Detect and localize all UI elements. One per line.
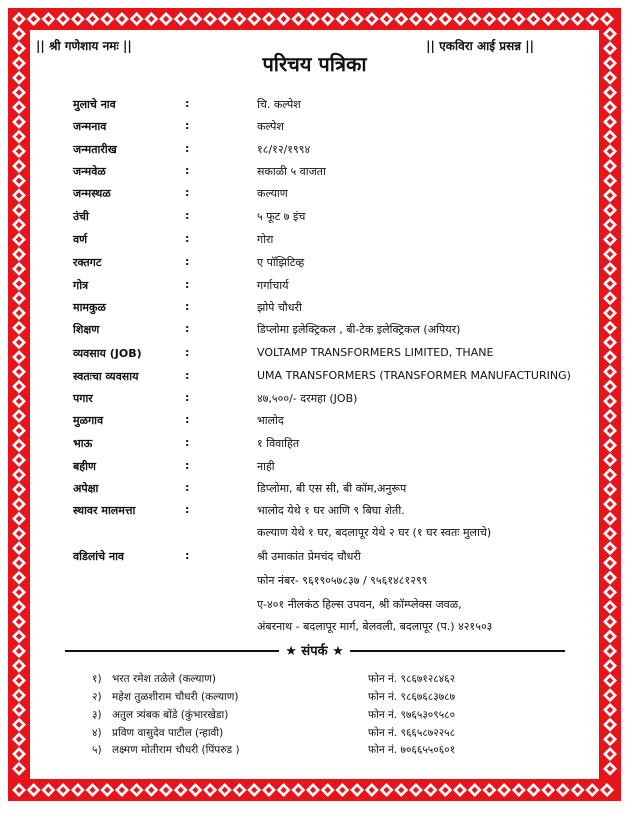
detail-colon: : [185,391,190,404]
border-diamond [603,424,617,438]
border-diamond [603,409,617,423]
border-diamond [603,203,617,217]
border-diamond [380,783,394,797]
border-diamond [56,12,70,26]
border-diamond [497,12,511,26]
border-diamond [603,115,617,129]
border-diamond [556,783,570,797]
contact-number: ३) [92,709,102,721]
border-diamond [603,247,617,261]
border-diamond [556,12,570,26]
border-diamond [12,424,26,438]
border-diamond [497,783,511,797]
border-diamond [12,130,26,144]
border-diamond [174,783,188,797]
border-diamond [27,783,41,797]
border-diamond [12,527,26,541]
border-diamond [291,783,305,797]
detail-value: डिप्लोमा, बी एस सी, बी कॉम,अनुरूप [257,482,407,495]
border-diamond [12,783,26,797]
border-diamond [12,321,26,335]
detail-value: १८/१२/१९९४ [257,143,311,156]
detail-value: गर्गाचार्य [257,279,289,292]
border-diamond [394,783,408,797]
detail-label: मुलाचे नाव [73,98,116,111]
detail-label: गोत्र [73,279,89,292]
border-diamond [603,615,617,629]
detail-colon: : [185,278,190,291]
border-diamond [603,159,617,173]
border-diamond [541,12,555,26]
border-diamond [306,12,320,26]
contact-name: प्रविण वासुदेव पाटील (न्हावी) [112,727,224,739]
detail-colon: : [185,119,190,132]
border-diamond [12,674,26,688]
detail-label: बहीण [73,460,96,473]
detail-colon: : [185,186,190,199]
border-diamond [12,703,26,717]
border-diamond [365,783,379,797]
border-diamond [277,783,291,797]
border-diamond [603,527,617,541]
border-diamond [56,783,70,797]
detail-colon: : [185,209,190,222]
sampark-title-text: संपर्क [301,644,328,659]
detail-label: जन्मस्थळ [73,187,111,200]
border-diamond [12,615,26,629]
detail-label: वर्ण [73,233,88,246]
contact-phone: फोन नं. ९६६५८७२२५८ [368,727,456,739]
border-diamond [571,12,585,26]
border-diamond [603,365,617,379]
border-diamond [144,12,158,26]
border-diamond [12,585,26,599]
border-diamond [12,571,26,585]
border-diamond [12,27,26,41]
border-diamond [12,747,26,761]
border-diamond [603,86,617,100]
border-diamond [603,688,617,702]
father-phone: फोन नंबर- ९६१९०५७८३७ / ९५६१४८१२९९ [257,574,428,587]
father-name: श्री उमाकांत प्रेमचंद चौधरी [257,550,361,563]
border-diamond [603,482,617,496]
sampark-heading [0,641,629,659]
border-diamond [86,783,100,797]
border-diamond [12,688,26,702]
border-diamond [233,783,247,797]
border-diamond [41,783,55,797]
border-diamond [174,12,188,26]
border-diamond [12,174,26,188]
border-diamond [12,188,26,202]
border-diamond [291,12,305,26]
border-diamond [12,144,26,158]
detail-value: गोरा [257,233,274,246]
father-address-1: ए-४०१ नीलकंठ हिल्स उपवन, श्री कॉम्प्लेक्स जवळ, [257,598,462,611]
border-diamond [12,86,26,100]
border-diamond [603,600,617,614]
border-diamond [12,732,26,746]
detail-colon: : [185,142,190,155]
detail-label: जन्मनाव [73,120,107,133]
border-diamond [603,218,617,232]
detail-value: डिप्लोमा इलेक्ट्रिकल , बी-टेक इलेक्ट्रिकल (अपियर) [257,323,461,336]
border-diamond [603,541,617,555]
detail-value: भालोद [257,414,284,427]
detail-value: ४७,५००/- दरमहा (JOB) [257,392,358,405]
border-diamond [12,600,26,614]
contact-phone: फोन नं. ९७६५३०९५८० [368,709,456,721]
contact-number: १) [92,673,102,685]
border-diamond [603,659,617,673]
border-diamond [600,783,614,797]
border-diamond [86,12,100,26]
border-diamond [512,12,526,26]
border-diamond [262,12,276,26]
contact-number: २) [92,691,102,703]
border-diamond [603,512,617,526]
detail-colon: : [185,322,190,335]
border-diamond [12,556,26,570]
border-diamond [424,12,438,26]
border-diamond [394,12,408,26]
border-diamond [100,12,114,26]
border-diamond [603,747,617,761]
detail-label: मामकुळ [73,301,106,314]
border-diamond [603,453,617,467]
border-diamond [130,783,144,797]
header-right-invocation: || एकविरा आई प्रसन्न || [426,39,534,53]
detail-colon: : [185,300,190,313]
detail-colon: : [185,413,190,426]
border-diamond [12,468,26,482]
detail-label: रक्तगट [73,256,102,269]
detail-value: कल्याण [257,187,288,200]
detail-colon: : [185,164,190,177]
border-diamond [71,12,85,26]
border-diamond [12,12,26,26]
border-diamond [12,335,26,349]
border-diamond [600,12,614,26]
border-diamond [203,783,217,797]
border-diamond [247,12,261,26]
detail-label: उंची [73,210,89,223]
border-diamond [335,12,349,26]
border-diamond [603,380,617,394]
property-label: स्थावर मालमत्ता [73,504,136,517]
page-title: परिचय पत्रिका [262,52,367,76]
detail-value: VOLTAMP TRANSFORMERS LIMITED, THANE [257,346,494,359]
border-diamond [115,12,129,26]
contact-phone: फोन नं. ७०६६५५०६०१ [368,744,456,756]
border-diamond [603,762,617,776]
border-diamond [603,497,617,511]
border-diamond [335,783,349,797]
border-diamond [12,482,26,496]
border-diamond [12,233,26,247]
border-diamond [603,335,617,349]
contact-name: भरत रमेश तळेले (कल्याण) [112,673,216,685]
contact-name: लक्ष्मण मोतीराम चौधरी (पिंपरुड ) [112,744,240,756]
border-diamond [603,438,617,452]
border-diamond [603,233,617,247]
detail-colon: : [185,97,190,110]
border-diamond [12,380,26,394]
border-diamond [12,203,26,217]
border-diamond [188,12,202,26]
border-diamond [603,144,617,158]
property-line-2: कल्याण येथे १ घर, बदलापूर येथे २ घर (१ घर स्वतः मुलाचे) [257,526,492,539]
border-diamond [527,783,541,797]
border-diamond [71,783,85,797]
border-diamond [218,783,232,797]
detail-value: १ विवाहित [257,437,300,450]
detail-colon: : [185,459,190,472]
border-diamond [438,12,452,26]
border-diamond [350,783,364,797]
detail-value: कल्पेश [257,120,284,133]
detail-colon: : [185,481,190,494]
border-diamond [603,27,617,41]
border-diamond [603,321,617,335]
border-diamond [424,783,438,797]
border-diamond [12,306,26,320]
border-diamond [12,365,26,379]
detail-colon: : [185,255,190,268]
father-address-2: अंबरनाथ - बदलापूर मार्ग, बेलवली, बदलापूर (प.) ४२१५०३ [257,620,493,633]
border-diamond [527,12,541,26]
header-left-invocation: || श्री गणेशाय नमः || [36,39,132,53]
border-diamond [159,12,173,26]
detail-label: जन्मतारीख [73,143,117,156]
border-diamond [321,783,335,797]
border-diamond [277,12,291,26]
detail-label: स्वतःचा व्यवसाय [73,370,139,383]
border-diamond [453,783,467,797]
border-diamond [603,291,617,305]
border-diamond [603,732,617,746]
property-line-1: भालोद येथे १ घर आणि ९ बिघा शेती. [257,504,405,517]
contact-number: ४) [92,727,102,739]
border-diamond [12,762,26,776]
contact-phone: फोन नं. ९८६७१२८४६२ [368,673,456,685]
border-diamond [438,783,452,797]
border-diamond [453,12,467,26]
detail-value: ५ फूट ७ इंच [257,210,306,223]
detail-value: चि. कल्पेश [257,98,301,111]
border-diamond [12,453,26,467]
border-diamond [603,277,617,291]
border-diamond [12,718,26,732]
border-diamond [603,703,617,717]
border-diamond [100,783,114,797]
border-diamond [603,174,617,188]
border-diamond [41,12,55,26]
detail-value: सकाळी ५ वाजता [257,165,326,178]
border-diamond [130,12,144,26]
border-diamond [603,674,617,688]
border-diamond [12,159,26,173]
border-diamond [159,783,173,797]
detail-label: पगार [73,392,93,405]
border-diamond [12,262,26,276]
detail-label: अपेक्षा [73,482,99,495]
detail-colon: : [185,232,190,245]
detail-colon: : [185,346,190,359]
border-diamond [585,12,599,26]
border-diamond [12,247,26,261]
border-diamond [603,585,617,599]
detail-label: जन्मवेळ [73,165,106,178]
border-diamond [468,783,482,797]
border-diamond [262,783,276,797]
border-diamond [12,541,26,555]
border-diamond [571,783,585,797]
border-diamond [12,394,26,408]
border-diamond [12,409,26,423]
border-diamond [482,12,496,26]
border-diamond [27,12,41,26]
border-diamond [144,783,158,797]
border-diamond [233,12,247,26]
detail-label: भाऊ [73,437,93,450]
detail-value: UMA TRANSFORMERS (TRANSFORMER MANUFACTURING) [257,369,571,382]
border-diamond [603,100,617,114]
border-diamond [603,306,617,320]
border-diamond [350,12,364,26]
contact-number: ५) [92,744,102,756]
detail-value: ए पॉझिटिव्ह [257,256,305,269]
father-label: वडिलांचे नाव [73,550,125,563]
detail-label: मुळगाव [73,414,104,427]
border-diamond [512,783,526,797]
border-diamond [603,556,617,570]
detail-colon: : [185,369,190,382]
detail-value: झोपे चौधरी [257,301,302,314]
border-diamond [365,12,379,26]
border-diamond [188,783,202,797]
detail-colon: : [185,436,190,449]
property-colon: : [185,503,190,516]
border-diamond [603,350,617,364]
border-diamond [585,783,599,797]
border-diamond [541,783,555,797]
detail-label: शिक्षण [73,323,100,336]
border-diamond [603,718,617,732]
border-diamond [603,188,617,202]
contact-name: महेश तुळशीराम चौधरी (कल्याण) [112,691,239,703]
border-diamond [603,394,617,408]
border-diamond [12,291,26,305]
border-diamond [306,783,320,797]
border-diamond [409,12,423,26]
father-colon: : [185,549,190,562]
border-diamond [603,468,617,482]
contact-phone: फोन नं. ९८६७६८३७८७ [368,691,456,703]
border-diamond [603,130,617,144]
border-diamond [12,218,26,232]
border-diamond [12,438,26,452]
border-diamond [603,262,617,276]
detail-label: व्यवसाय (JOB) [73,347,142,360]
detail-value: नाही [257,460,275,473]
border-diamond [115,783,129,797]
border-diamond [203,12,217,26]
star-left-icon: ★ [285,644,297,659]
border-diamond [12,350,26,364]
border-diamond [12,115,26,129]
border-diamond [12,277,26,291]
star-right-icon: ★ [332,644,344,659]
border-diamond [380,12,394,26]
border-diamond [468,12,482,26]
border-diamond [409,783,423,797]
border-diamond [218,12,232,26]
contact-name: अतुल त्र्यंबक बोंडे (कुंभारखेडा) [112,709,229,721]
border-diamond [12,497,26,511]
border-diamond [247,783,261,797]
border-diamond [603,571,617,585]
border-diamond [12,512,26,526]
border-diamond [482,783,496,797]
border-diamond [12,659,26,673]
border-diamond [12,100,26,114]
border-diamond [321,12,335,26]
